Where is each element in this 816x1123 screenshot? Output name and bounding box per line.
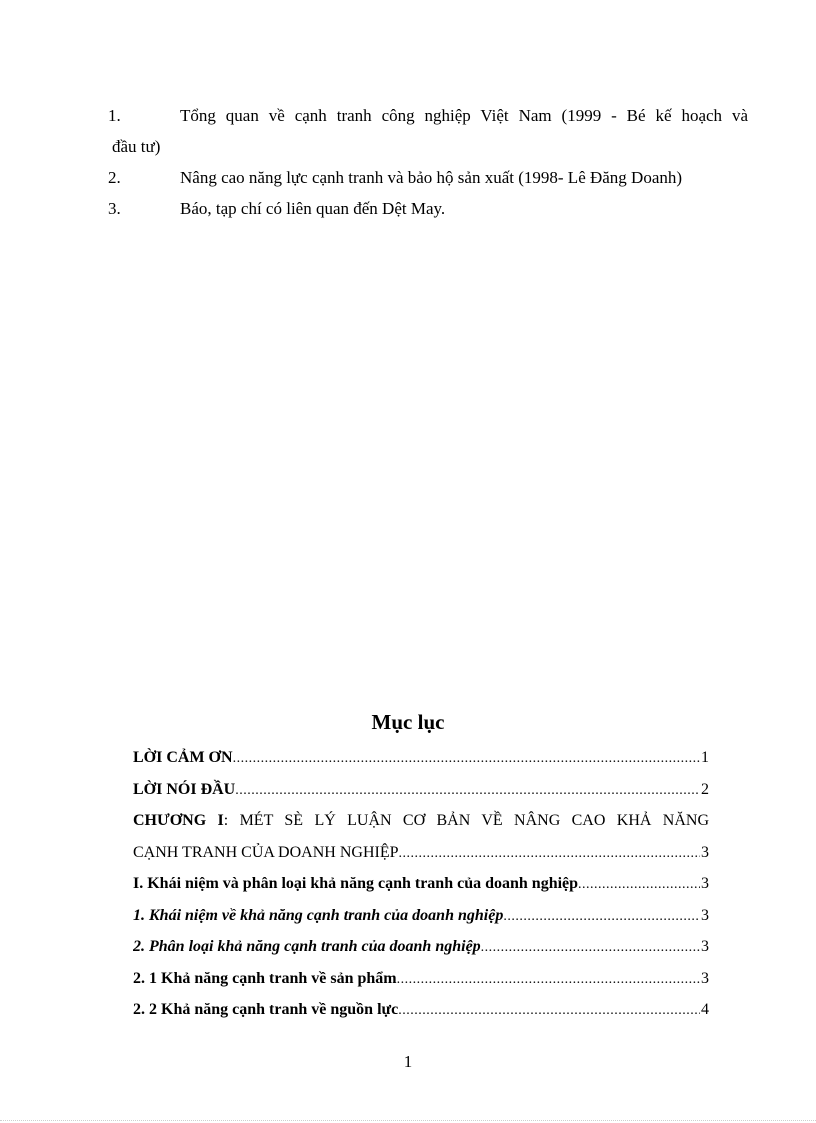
toc-page-number: 3: [701, 938, 709, 955]
reference-list: [108, 100, 748, 224]
toc-entry-label: LỜI NÓI ĐẦU: [133, 780, 236, 798]
toc-entry-loi-cam-on[interactable]: [133, 742, 709, 774]
reference-item: [108, 100, 748, 162]
toc-page-number: 2: [701, 780, 709, 798]
toc-entry-section-1[interactable]: [133, 868, 709, 900]
page-number: 1: [403, 1052, 413, 1071]
toc-page-number: 3: [701, 969, 709, 987]
reference-text: Tổng quan về cạnh tranh công nghiệp Việt Nam (1999 - Bé kế hoạch và: [180, 106, 748, 125]
toc-entry-label: 1. Khái niệm về khả năng cạnh tranh của doanh nghiệp: [133, 906, 504, 924]
toc-leader-dots: [578, 869, 700, 900]
toc-entry-subsection-2[interactable]: [133, 931, 709, 963]
reference-number: 2.: [108, 168, 121, 187]
toc-entry-subsection-2-2[interactable]: [133, 994, 709, 1026]
reference-text-continued: đầu tư): [112, 137, 161, 156]
toc-chapter-label: CHƯƠNG I: [133, 812, 224, 829]
toc-entry-chapter-1-continued[interactable]: [133, 837, 709, 869]
toc-leader-dots: [398, 995, 700, 1026]
reference-item: [108, 193, 748, 224]
reference-text: Nâng cao năng lực cạnh tranh và bảo hộ sản xuất (1998- Lê Đăng Doanh): [180, 168, 683, 187]
page-bottom-divider: [0, 1120, 816, 1121]
toc-chapter-title: : MÉT SÈ LÝ LUẬN CƠ BẢN VỀ NÂNG CAO KHẢ NĂNG: [223, 812, 710, 829]
toc-leader-dots: [235, 775, 700, 806]
toc-entry-label: 2. Phân loại khả năng cạnh tranh của doanh nghiệp: [133, 938, 481, 955]
toc-leader-dots: [481, 932, 700, 963]
toc-entry-label: LỜI CẢM ƠN: [133, 749, 233, 766]
toc-page-number: 3: [701, 906, 709, 924]
reference-number: 1.: [108, 106, 121, 125]
reference-number: 3.: [108, 199, 121, 218]
toc-entry-subsection-2-1[interactable]: [133, 963, 709, 995]
toc-title: Mục lục: [371, 710, 445, 734]
toc-page-number: 3: [701, 875, 709, 892]
toc-entry-label: 2. 2 Khả năng cạnh tranh về nguồn lực: [133, 1001, 399, 1018]
toc-entry-chapter-1[interactable]: [133, 805, 709, 837]
toc-entry-loi-noi-dau[interactable]: [133, 774, 709, 806]
toc-entry-subsection-1[interactable]: [133, 900, 709, 932]
reference-item: [108, 162, 748, 193]
toc-page-number: 3: [701, 843, 709, 861]
toc-leader-dots: [397, 964, 700, 995]
toc-page-number: 1: [701, 749, 709, 766]
toc-entry-label: 2. 1 Khả năng cạnh tranh về sản phẩm: [133, 969, 397, 987]
toc-entry-label: I. Khái niệm và phân loại khả năng cạnh tranh của doanh nghiệp: [133, 875, 579, 892]
reference-text: Báo, tạp chí có liên quan đến Dệt May.: [180, 199, 446, 218]
toc-page-number: 4: [701, 1001, 709, 1018]
toc-leader-dots: [233, 743, 700, 774]
toc-entry-label: CẠNH TRANH CỦA DOANH NGHIỆP: [133, 843, 399, 861]
toc-leader-dots: [503, 901, 700, 932]
toc-leader-dots: [399, 838, 701, 869]
table-of-contents: [133, 742, 709, 1026]
